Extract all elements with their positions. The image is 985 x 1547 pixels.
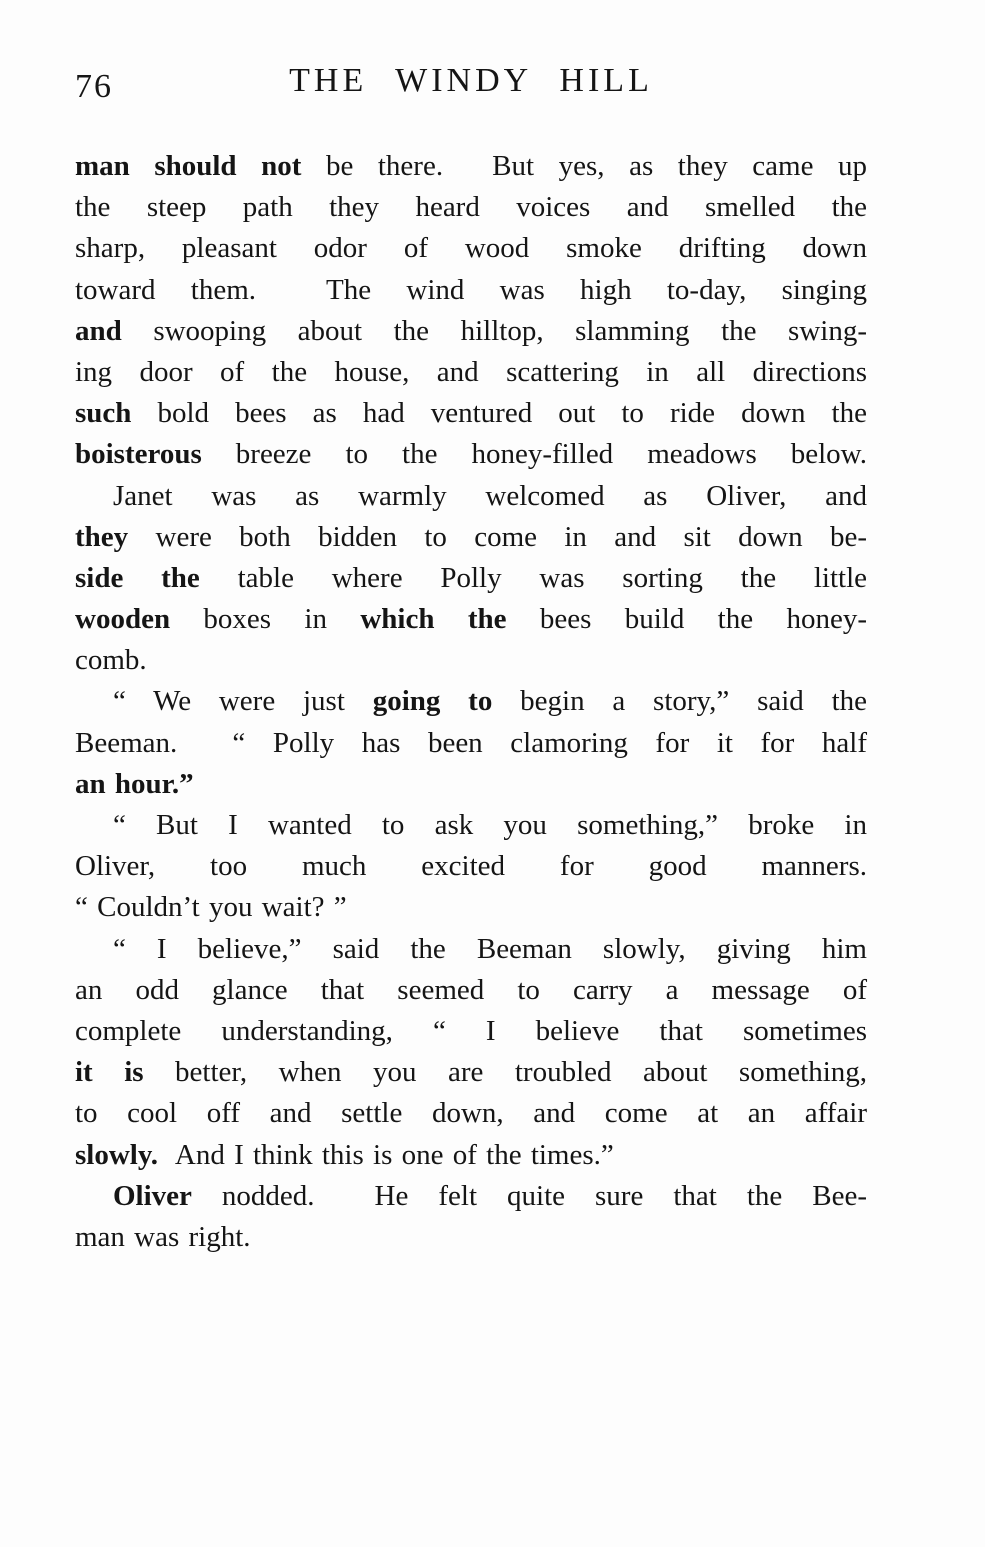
text-segment: “ But I wanted to ask you something,” broke in — [113, 809, 867, 841]
text-line — [75, 764, 867, 805]
text-line — [75, 640, 867, 681]
text-line — [75, 352, 867, 393]
ink-heavy-text: side the — [75, 561, 200, 594]
text-line — [75, 681, 867, 722]
text-line — [75, 1093, 867, 1134]
text-line — [75, 558, 867, 599]
ink-heavy-text: man should not — [75, 150, 302, 182]
text-line — [75, 887, 867, 928]
text-line — [75, 929, 867, 970]
text-line — [75, 970, 867, 1011]
text-segment: were both bidden to come in and sit down be- — [128, 520, 867, 553]
ink-heavy-text: and — [75, 314, 122, 347]
text-segment: to cool off and settle down, and come at an affair — [75, 1097, 867, 1130]
text-segment: the steep path they heard voices and smelled the — [75, 191, 867, 224]
text-line — [75, 434, 867, 475]
text-line — [75, 723, 867, 764]
text-line — [75, 228, 867, 269]
text-line — [75, 1217, 867, 1258]
text-line — [75, 393, 867, 434]
text-segment: Janet was as warmly welcomed as Oliver, and — [113, 479, 867, 512]
text-segment: nodded. He felt quite sure that the Bee- — [191, 1179, 867, 1212]
text-segment: sharp, pleasant odor of wood smoke drifting down — [75, 232, 867, 265]
ink-heavy-text: going to — [372, 685, 493, 718]
text-segment: bees build the honey- — [506, 603, 867, 636]
ink-heavy-text: wooden — [75, 603, 171, 636]
text-segment: “ We were just — [113, 685, 373, 718]
ink-heavy-text: they — [75, 520, 129, 553]
text-line — [75, 270, 867, 311]
text-segment: complete understanding, “ I believe that sometimes — [75, 1014, 867, 1047]
running-header — [75, 62, 867, 110]
text-segment: “ I believe,” said the Beeman slowly, giving him — [113, 932, 867, 965]
text-line — [75, 517, 867, 558]
text-segment: ing door of the house, and scattering in all directions — [75, 355, 867, 388]
text-segment: an odd glance that seemed to carry a message of — [75, 973, 867, 1006]
page-number: 76 — [75, 68, 113, 105]
ink-heavy-text: boisterous — [75, 438, 202, 471]
ink-heavy-text: such — [75, 397, 132, 430]
text-segment: And I think this is one of the times.” — [158, 1138, 614, 1171]
ink-heavy-text: slowly. — [75, 1138, 158, 1171]
text-segment: begin a story,” said the — [492, 685, 868, 718]
text-line — [75, 1135, 867, 1176]
text-segment: boxes in — [170, 603, 361, 636]
text-segment: better, when you are troubled about something, — [143, 1056, 868, 1089]
text-line — [75, 1052, 867, 1093]
text-segment: comb. — [75, 644, 147, 677]
text-line — [75, 1176, 867, 1217]
text-segment: “ Couldn’t you wait? ” — [75, 891, 347, 924]
text-segment: be there. But yes, as they came up — [301, 150, 867, 182]
text-line — [75, 599, 867, 640]
text-segment: Beeman. “ Polly has been clamoring for it for half — [75, 726, 867, 759]
ink-heavy-text: which the — [360, 603, 507, 636]
text-line — [75, 311, 867, 352]
text-segment: breeze to the honey-filled meadows below. — [201, 438, 867, 471]
text-line — [75, 805, 867, 846]
text-line — [75, 187, 867, 228]
text-segment: swooping about the hilltop, slamming the swing- — [121, 314, 867, 347]
page-body — [75, 146, 867, 1258]
ink-heavy-text: it is — [75, 1056, 144, 1089]
text-line — [75, 146, 867, 187]
running-title: THE WINDY HILL — [289, 62, 653, 99]
ink-heavy-text: Oliver — [113, 1179, 192, 1212]
text-segment: man was right. — [75, 1220, 251, 1253]
text-segment: Oliver, too much excited for good manners. — [75, 850, 867, 883]
text-segment: toward them. The wind was high to-day, singing — [75, 273, 867, 306]
text-line — [75, 1011, 867, 1052]
ink-heavy-text: an hour.” — [75, 767, 194, 800]
text-line — [75, 476, 867, 517]
text-line — [75, 846, 867, 887]
text-segment: bold bees as had ventured out to ride down the — [131, 397, 867, 430]
text-segment: table where Polly was sorting the little — [199, 561, 868, 594]
